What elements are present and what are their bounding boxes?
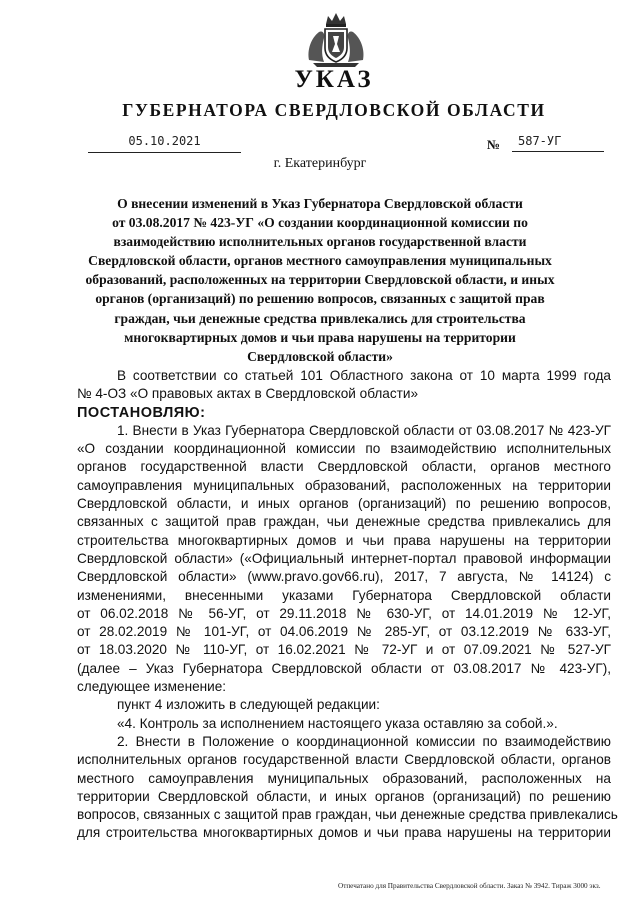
document-date: 05.10.2021 — [88, 134, 241, 153]
document-heading — [80, 194, 560, 366]
body-line: органов государственной власти Свердловской области, органов местного — [77, 459, 611, 475]
body-line: Свердловской области» («Официальный интернет-портал правовой информации — [77, 550, 611, 566]
body-line: связанных с защитой прав граждан, чьи денежные средства привлекались для — [77, 514, 611, 530]
body-line: В соответствии со статьей 101 Областного закона от 10 марта 1999 года — [117, 368, 611, 383]
body-line: Свердловской области» (www.pravo.gov66.ru), 2017, 7 августа, № 14124) с — [77, 569, 611, 585]
heading-line: взаимодействию исполнительных органов государственной власти — [113, 234, 527, 250]
body-line: № 4-ОЗ «О правовых актах в Свердловской области» — [77, 386, 419, 402]
heading-line: органов (организаций) по решению вопросов, связанных с защитой прав — [95, 291, 545, 307]
heading-line: граждан, чьи денежные средства привлекались для строительства — [114, 310, 526, 326]
body-line: «4. Контроль за исполнением настоящего указа оставляю за собой.». — [117, 715, 558, 731]
decree-keyword: ПОСТАНОВЛЯЮ: — [77, 404, 206, 421]
document-body — [77, 367, 618, 843]
body-line: от 28.02.2019 № 101-УГ, от 04.06.2019 № 285-УГ, от 03.12.2019 № 633-УГ, — [77, 624, 611, 640]
body-line: пункт 4 изложить в следующей редакции: — [117, 697, 380, 713]
coat-of-arms-icon — [299, 10, 373, 68]
body-line: самоуправления муниципальных образований, расположенных на территории — [77, 477, 611, 493]
body-line: от 06.02.2018 № 56-УГ, от 29.11.2018 № 630-УГ, от 14.01.2019 № 12-УГ, — [77, 605, 611, 621]
document-title: УКАЗ — [294, 66, 374, 93]
heading-line: образований, расположенных на территории Свердловской области, и иных — [85, 272, 555, 288]
body-line: территории Свердловской области, и иных органов (организаций) по решению — [77, 788, 611, 804]
heading-line: от 03.08.2017 № 423-УГ «О создании координационной комиссии по — [112, 215, 528, 231]
body-line: Свердловской области, и иных органов (организаций) по решению вопросов, — [77, 496, 611, 512]
body-line: 1. Внести в Указ Губернатора Свердловской области от 03.08.2017 № 423-УГ — [117, 422, 611, 438]
document-subtitle: ГУБЕРНАТОРА СВЕРДЛОВСКОЙ ОБЛАСТИ — [122, 100, 546, 120]
body-line: местного самоуправления муниципальных образований, расположенных на — [77, 770, 611, 786]
body-line: вопросов, связанных с защитой прав граждан, чьи денежные средства привлекались — [77, 807, 618, 823]
document-city: г. Екатеринбург — [273, 156, 367, 171]
number-sign: № — [487, 137, 501, 152]
heading-line: Свердловской области» — [247, 348, 393, 364]
body-line: строительства многоквартирных домов и чьи права нарушены на территории — [77, 532, 611, 548]
body-line: 2. Внести в Положение о координационной комиссии по взаимодействию — [117, 733, 611, 749]
print-footer: Отпечатано для Правительства Свердловской области. Заказ № 3942. Тираж 3000 экз. — [338, 882, 601, 890]
body-line: изменениями, внесенными указами Губернатора Свердловской области — [77, 587, 611, 603]
body-line: «О создании координационной комиссии по взаимодействию исполнительных — [77, 441, 611, 457]
body-line: от 18.03.2020 № 110-УГ, от 16.02.2021 № 72-УГ и от 07.09.2021 № 527-УГ — [77, 642, 611, 658]
body-line: для строительства многоквартирных домов и чьи права нарушены на территории — [77, 825, 611, 841]
heading-line: Свердловской области, органов местного самоуправления муниципальных — [88, 253, 552, 269]
document-number: 587-УГ — [512, 134, 604, 152]
body-line: (далее – Указ Губернатора Свердловской области от 03.08.2017 № 423-УГ), — [77, 660, 611, 676]
body-line: следующее изменение: — [77, 679, 227, 695]
heading-line: О внесении изменений в Указ Губернатора Свердловской области — [117, 196, 523, 211]
body-line: исполнительных органов государственной власти Свердловской области, органов — [77, 752, 611, 768]
heading-line: многоквартирных домов и чьи права нарушены на территории — [124, 329, 516, 345]
